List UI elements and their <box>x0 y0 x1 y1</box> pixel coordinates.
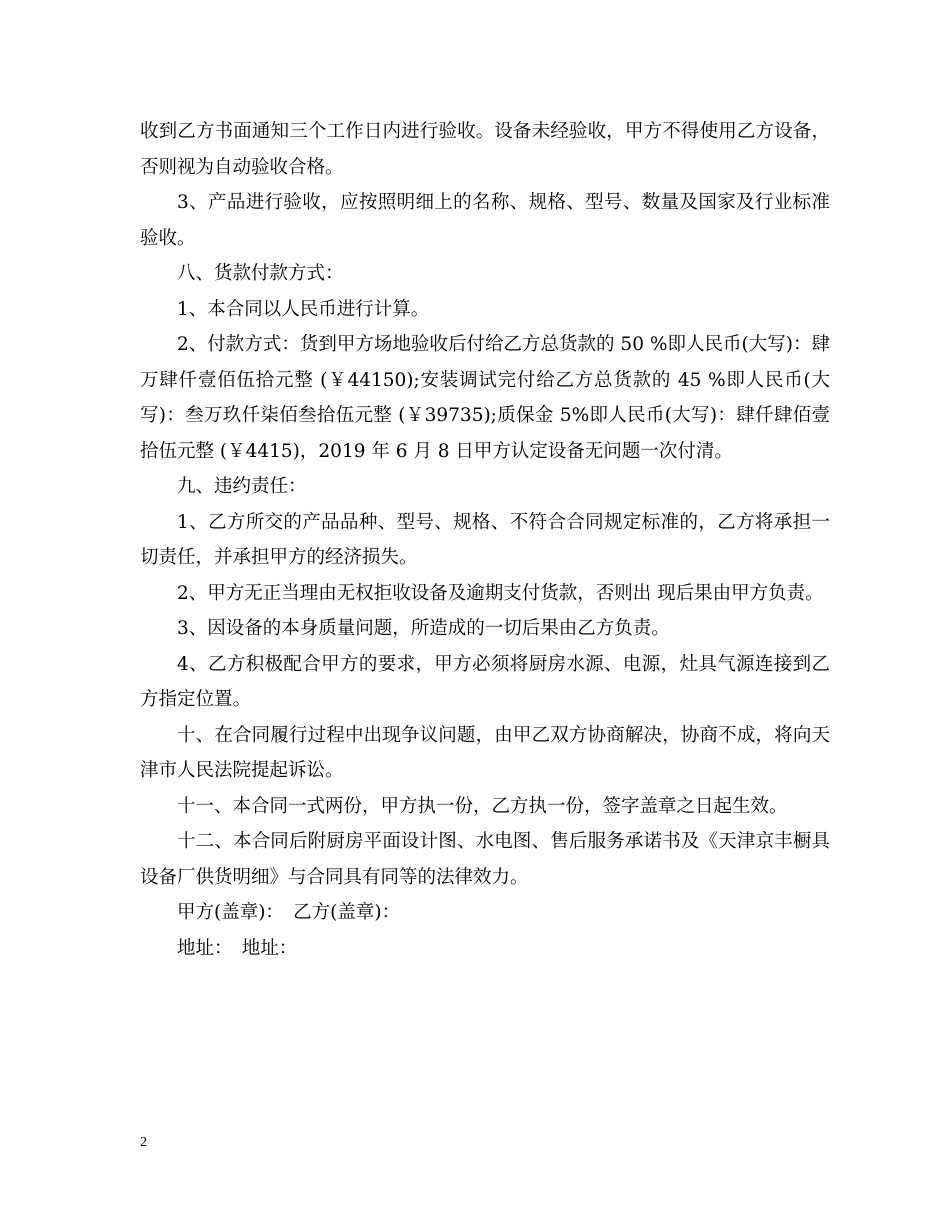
address-line: 地址： 地址： <box>177 937 298 959</box>
section-heading-payment: 八、货款付款方式： <box>177 263 344 284</box>
paragraph-currency: 1、本合同以人民币进行计算。 <box>177 298 430 320</box>
paragraph-liability-2: 2、甲方无正当理由无权拒收设备及逾期支付货款，否则出 现后果由甲方负责。 <box>177 582 824 604</box>
paragraph-copies: 十一、本合同一式两份，甲方执一份，乙方执一份，签字盖章之日起生效。 <box>177 795 788 817</box>
paragraph-payment-method: 2、付款方式：货到甲方场地验收后付给乙方总货款的 50 %即人民币(大写)：肆万肆仟壹佰伍拾元整 (￥44150);安装调试完付给乙方总货款的 45 %即人民币(大写)：叁万玖仟柒佰叁拾伍元整 (￥39735);质保金 5%即人民币(大写)：肆仟肆佰壹拾伍元整 (￥4415)，2019 年 6 月 8 日甲方认定设备无问题一次付清。 <box>140 334 830 462</box>
section-heading-liability: 九、违约责任： <box>177 476 307 497</box>
document-body <box>140 114 830 966</box>
paragraph-liability-4: 4、乙方积极配合甲方的要求，甲方必须将厨房水源、电源，灶具气源连接到乙方指定位置。 <box>140 653 830 710</box>
paragraph-attachments: 十二、本合同后附厨房平面设计图、水电图、售后服务承诺书及《天津京丰橱具设备厂供货明细》与合同具有同等的法律效力。 <box>140 831 830 888</box>
paragraph-liability-3: 3、因设备的本身质量问题，所造成的一切后果由乙方负责。 <box>177 618 670 639</box>
paragraph-acceptance-continued: 收到乙方书面通知三个工作日内进行验收。设备未经验收，甲方不得使用乙方设备，否则视为自动验收合格。 <box>140 121 830 178</box>
paragraph-dispute: 十、在合同履行过程中出现争议问题，由甲乙双方协商解决，协商不成，将向天津市人民法院提起诉讼。 <box>140 724 830 781</box>
page-number: 2 <box>140 1135 147 1150</box>
paragraph-acceptance-standard: 3、产品进行验收，应按照明细上的名称、规格、型号、数量及国家及行业标准验收。 <box>140 192 830 249</box>
paragraph-liability-1: 1、乙方所交的产品品种、型号、规格、不符合合同规定标准的，乙方将承担一切责任，并承担甲方的经济损失。 <box>140 511 830 568</box>
signature-line: 甲方(盖章)： 乙方(盖章)： <box>177 902 401 923</box>
